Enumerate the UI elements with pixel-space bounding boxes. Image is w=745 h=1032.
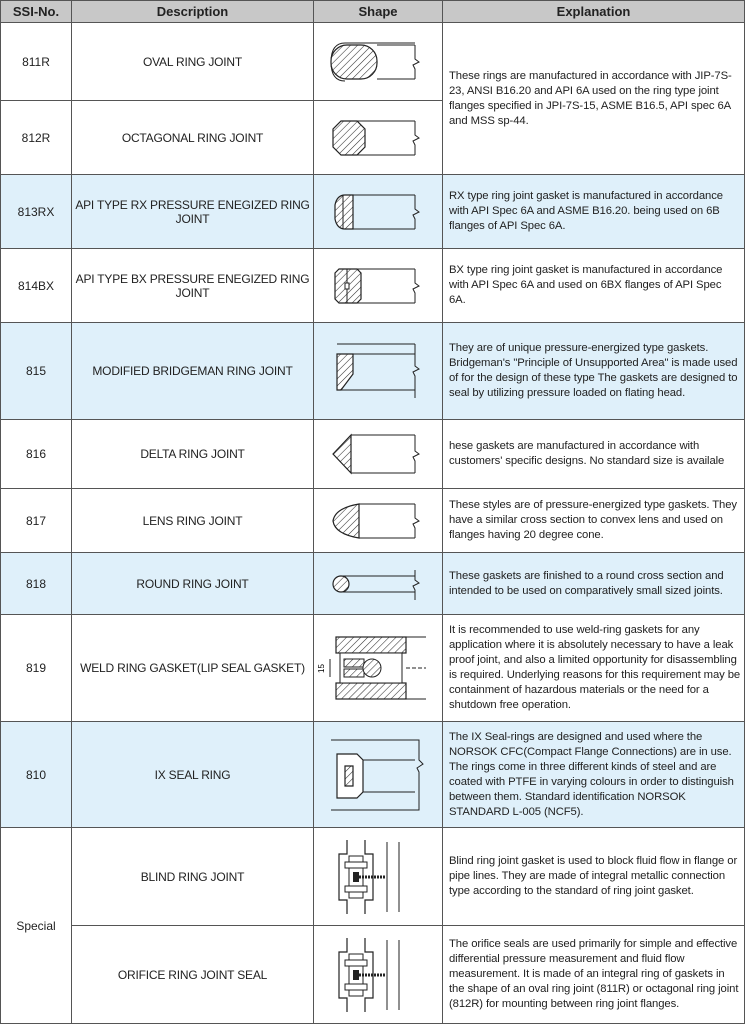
table-row <box>1 175 745 249</box>
ssi-number: 812R <box>1 101 72 175</box>
description: DELTA RING JOINT <box>72 420 314 489</box>
table-header-row <box>1 1 745 23</box>
description: OVAL RING JOINT <box>72 23 314 101</box>
explanation: hese gaskets are manufactured in accordance with customers' specific designs. No standard size is availale <box>443 420 745 489</box>
ssi-number: 813RX <box>1 175 72 249</box>
explanation: These gaskets are finished to a round cross section and intended to be used on comparatively small sized joints. <box>443 553 745 615</box>
ssi-number: 814BX <box>1 249 72 323</box>
weld-dimension-label: 15 <box>317 664 326 673</box>
explanation: BX type ring joint gasket is manufactured in accordance with API Spec 6A and used on 6BX flanges of API Spec 6A. <box>443 249 745 323</box>
table-row <box>1 489 745 553</box>
ssi-number: 816 <box>1 420 72 489</box>
table-row <box>1 23 745 101</box>
description: API TYPE BX PRESSURE ENEGIZED RING JOINT <box>72 249 314 323</box>
bridgeman-ring-shape-icon <box>314 323 443 420</box>
octagonal-ring-shape-icon <box>314 101 443 175</box>
header-description: Description <box>72 1 314 23</box>
table-row <box>1 828 745 926</box>
table-row <box>1 722 745 828</box>
ssi-number: 815 <box>1 323 72 420</box>
description: LENS RING JOINT <box>72 489 314 553</box>
table-row <box>1 926 745 1024</box>
explanation: These rings are manufactured in accordance with JIP-7S-23, ANSI B16.20 and API 6A used on the ring type joint flanges specified in JPI-7S-15, ASME B16.5, API spec 6A and MSS sp-44. <box>443 23 745 175</box>
description: WELD RING GASKET(LIP SEAL GASKET) <box>72 615 314 722</box>
ssi-number: 811R <box>1 23 72 101</box>
ssi-number: 810 <box>1 722 72 828</box>
ssi-number: 819 <box>1 615 72 722</box>
explanation: These styles are of pressure-energized type gaskets. They have a similar cross section to convex lens and used on flanges having 20 degree cone. <box>443 489 745 553</box>
ix-seal-shape-icon <box>314 722 443 828</box>
description: BLIND RING JOINT <box>72 828 314 926</box>
orifice-ring-shape-icon <box>314 926 443 1024</box>
explanation: Blind ring joint gasket is used to block fluid flow in flange or pipe lines. They are made of integral metallic connection type according to the standard of ring joint gasket. <box>443 828 745 926</box>
description: ROUND RING JOINT <box>72 553 314 615</box>
table-row <box>1 615 745 722</box>
description: OCTAGONAL RING JOINT <box>72 101 314 175</box>
description: MODIFIED BRIDGEMAN RING JOINT <box>72 323 314 420</box>
blind-ring-shape-icon <box>314 828 443 926</box>
table-row <box>1 249 745 323</box>
explanation: It is recommended to use weld-ring gaskets for any application where it is absolutely necessary to have a leak proof joint, and also a limited opportunity for disassembling is required. Underlying reasons for this requirement may be containment of hazardous materials or the need for a shutdown free operation. <box>443 615 745 722</box>
description: IX SEAL RING <box>72 722 314 828</box>
ssi-number: 817 <box>1 489 72 553</box>
table-row <box>1 420 745 489</box>
explanation: RX type ring joint gasket is manufactured in accordance with API Spec 6A and ASME B16.20. being used on 6B flanges of API Spec 6A. <box>443 175 745 249</box>
weld-ring-shape-icon <box>314 615 443 722</box>
ssi-number: 818 <box>1 553 72 615</box>
explanation: The orifice seals are used primarily for simple and effective differential pressure measurement and fluid flow measurement. It is made of an integral ring of gaskets in the shape of an oval ring joint (811R) or octagonal ring joint (812R) for mounting between ring joint flanges. <box>443 926 745 1024</box>
oval-ring-shape-icon <box>314 23 443 101</box>
round-ring-shape-icon <box>314 553 443 615</box>
ssi-number: Special <box>1 828 72 1024</box>
explanation: The IX Seal-rings are designed and used where the NORSOK CFC(Compact Flange Connections) are in use. The rings come in three different kinds of steel and are coated with PTFE in varying colours in order to distinguish between them. Standard identification NORSOK STANDARD L-005 (NCF5). <box>443 722 745 828</box>
rx-ring-shape-icon <box>314 175 443 249</box>
explanation: They are of unique pressure-energized type gaskets. Bridgeman's "Principle of Unsupported Area" is made used of for the design of these type The gaskets are designed to seal by utilizing pressure loaded on flating head. <box>443 323 745 420</box>
header-ssi-no: SSI-No. <box>1 1 72 23</box>
delta-ring-shape-icon <box>314 420 443 489</box>
description: ORIFICE RING JOINT SEAL <box>72 926 314 1024</box>
description: API TYPE RX PRESSURE ENEGIZED RING JOINT <box>72 175 314 249</box>
lens-ring-shape-icon <box>314 489 443 553</box>
table-row <box>1 323 745 420</box>
header-explanation: Explanation <box>443 1 745 23</box>
bx-ring-shape-icon <box>314 249 443 323</box>
table-row <box>1 553 745 615</box>
header-shape: Shape <box>314 1 443 23</box>
